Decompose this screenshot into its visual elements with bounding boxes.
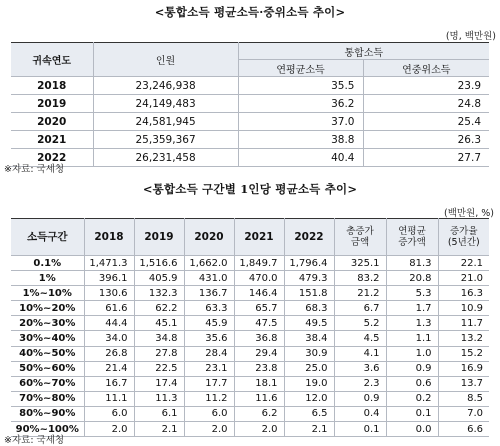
2021-cell: 11.6 [234,391,284,406]
year-cell: 2020 [11,113,93,131]
bracket-cell: 40%~50% [11,346,84,361]
header-2020: 2020 [184,219,234,256]
header-total-increase-line1: 총증가 [346,226,374,237]
2021-cell: 29.4 [234,346,284,361]
2021-cell: 470.0 [234,271,284,286]
bracket-cell: 80%~90% [11,406,84,421]
2018-cell: 26.8 [84,346,134,361]
table-row [11,271,489,286]
2019-cell: 45.1 [134,316,184,331]
median-income-cell: 25.4 [363,113,489,131]
2018-cell: 130.6 [84,286,134,301]
total-increase-cell: 2.3 [334,376,386,391]
2021-cell: 65.7 [234,301,284,316]
header-2022: 2022 [284,219,334,256]
bracket-cell: 90%~100% [11,422,84,437]
table-row [11,316,489,331]
2020-cell: 28.4 [184,346,234,361]
2022-cell: 25.0 [284,361,334,376]
2022-cell: 2.1 [284,422,334,437]
growth-rate-cell: 11.7 [438,316,489,331]
table-row [11,77,489,95]
growth-rate-cell: 13.2 [438,331,489,346]
table2-title: <통합소득 구간별 1인당 평균소득 추이> [142,182,358,196]
annual-increase-cell: 1.1 [386,331,438,346]
table-row [11,391,489,406]
header-bracket: 소득구간 [11,219,84,256]
2018-cell: 396.1 [84,271,134,286]
annual-increase-cell: 5.3 [386,286,438,301]
annual-increase-cell: 20.8 [386,271,438,286]
2022-cell: 479.3 [284,271,334,286]
2022-cell: 1,796.4 [284,256,334,271]
year-cell: 2018 [11,77,93,95]
2020-cell: 431.0 [184,271,234,286]
total-increase-cell: 4.5 [334,331,386,346]
2018-cell: 44.4 [84,316,134,331]
2020-cell: 11.2 [184,391,234,406]
average-income-cell: 40.4 [238,149,363,167]
2019-cell: 17.4 [134,376,184,391]
2021-cell: 146.4 [234,286,284,301]
2020-cell: 1,662.0 [184,256,234,271]
bracket-cell: 70%~80% [11,391,84,406]
2019-cell: 405.9 [134,271,184,286]
median-income-cell: 26.3 [363,131,489,149]
annual-increase-cell: 0.1 [386,406,438,421]
bracket-cell: 1% [11,271,84,286]
year-cell: 2022 [11,149,93,167]
2021-cell: 47.5 [234,316,284,331]
income-bracket-table [11,218,489,437]
table-row [11,376,489,391]
2018-cell: 6.0 [84,406,134,421]
bracket-cell: 1%~10% [11,286,84,301]
average-income-cell: 35.5 [238,77,363,95]
2019-cell: 22.5 [134,361,184,376]
2021-cell: 1,849.7 [234,256,284,271]
total-increase-cell: 83.2 [334,271,386,286]
total-increase-cell: 6.7 [334,301,386,316]
header-growth-rate-line1: 증가율 [449,226,478,237]
2019-cell: 1,516.6 [134,256,184,271]
table-row [11,286,489,301]
header-year: 귀속연도 [11,43,93,77]
table1-unit: (명, 백만원) [445,31,496,42]
year-cell: 2019 [11,95,93,113]
table-row [11,406,489,421]
total-increase-cell: 0.4 [334,406,386,421]
2021-cell: 6.2 [234,406,284,421]
growth-rate-cell: 6.6 [438,422,489,437]
bracket-cell: 50%~60% [11,361,84,376]
2019-cell: 34.8 [134,331,184,346]
header-total-increase-line2: 금액 [350,237,370,248]
annual-increase-cell: 0.9 [386,361,438,376]
table-row [11,301,489,316]
2020-cell: 6.0 [184,406,234,421]
year-cell: 2021 [11,131,93,149]
table-row [11,113,489,131]
total-increase-cell: 4.1 [334,346,386,361]
growth-rate-cell: 7.0 [438,406,489,421]
header-population: 인원 [93,43,238,77]
total-increase-cell: 325.1 [334,256,386,271]
bracket-cell: 0.1% [11,256,84,271]
total-increase-cell: 0.9 [334,391,386,406]
annual-increase-cell: 1.3 [386,316,438,331]
2020-cell: 136.7 [184,286,234,301]
bracket-cell: 30%~40% [11,331,84,346]
growth-rate-cell: 8.5 [438,391,489,406]
annual-increase-cell: 81.3 [386,256,438,271]
2021-cell: 23.8 [234,361,284,376]
header-2018: 2018 [84,219,134,256]
2022-cell: 30.9 [284,346,334,361]
2018-cell: 11.1 [84,391,134,406]
table1-title: <통합소득 평균소득·중위소득 추이> [154,5,346,19]
population-cell: 23,246,938 [93,77,238,95]
2018-cell: 21.4 [84,361,134,376]
2022-cell: 49.5 [284,316,334,331]
header-total-increase [334,219,386,256]
total-increase-cell: 0.1 [334,422,386,437]
growth-rate-cell: 16.9 [438,361,489,376]
header-growth-rate [438,219,489,256]
2020-cell: 45.9 [184,316,234,331]
header-annual-increase-line2: 증가액 [398,237,426,248]
bracket-cell: 10%~20% [11,301,84,316]
table-row [11,361,489,376]
total-increase-cell: 3.6 [334,361,386,376]
table2-source: ※자료: 국세청 [4,435,65,446]
population-cell: 26,231,458 [93,149,238,167]
header-combined-income: 통합소득 [238,43,489,60]
2018-cell: 16.7 [84,376,134,391]
2020-cell: 17.7 [184,376,234,391]
header-annual-increase-line1: 연평균 [398,226,426,237]
growth-rate-cell: 22.1 [438,256,489,271]
2021-cell: 36.8 [234,331,284,346]
annual-increase-cell: 0.2 [386,391,438,406]
2019-cell: 62.2 [134,301,184,316]
median-income-cell: 27.7 [363,149,489,167]
table-row [11,95,489,113]
total-increase-cell: 5.2 [334,316,386,331]
median-income-cell: 24.8 [363,95,489,113]
2020-cell: 23.1 [184,361,234,376]
table-row [11,149,489,167]
average-income-cell: 36.2 [238,95,363,113]
2019-cell: 11.3 [134,391,184,406]
header-average-income: 연평균소득 [238,60,363,77]
2022-cell: 38.4 [284,331,334,346]
annual-increase-cell: 0.0 [386,422,438,437]
2020-cell: 63.3 [184,301,234,316]
2022-cell: 68.3 [284,301,334,316]
2022-cell: 12.0 [284,391,334,406]
2018-cell: 61.6 [84,301,134,316]
2018-cell: 2.0 [84,422,134,437]
annual-increase-cell: 0.6 [386,376,438,391]
2022-cell: 19.0 [284,376,334,391]
annual-increase-cell: 1.7 [386,301,438,316]
table-row [11,331,489,346]
2019-cell: 6.1 [134,406,184,421]
2020-cell: 2.0 [184,422,234,437]
2022-cell: 151.8 [284,286,334,301]
table-row [11,256,489,271]
table2-unit: (백만원, %) [443,208,494,219]
growth-rate-cell: 15.2 [438,346,489,361]
population-cell: 24,581,945 [93,113,238,131]
2018-cell: 34.0 [84,331,134,346]
table-row [11,346,489,361]
population-cell: 24,149,483 [93,95,238,113]
population-cell: 25,359,367 [93,131,238,149]
growth-rate-cell: 21.0 [438,271,489,286]
average-income-cell: 38.8 [238,131,363,149]
header-median-income: 연중위소득 [363,60,489,77]
annual-increase-cell: 1.0 [386,346,438,361]
header-2021: 2021 [234,219,284,256]
table1-source: ※자료: 국세청 [4,164,65,175]
bracket-cell: 20%~30% [11,316,84,331]
growth-rate-cell: 13.7 [438,376,489,391]
2019-cell: 27.8 [134,346,184,361]
growth-rate-cell: 16.3 [438,286,489,301]
2021-cell: 18.1 [234,376,284,391]
income-average-median-table [11,42,489,167]
growth-rate-cell: 10.9 [438,301,489,316]
2019-cell: 132.3 [134,286,184,301]
median-income-cell: 23.9 [363,77,489,95]
header-growth-rate-line2: (5년간) [447,237,480,248]
table-row [11,131,489,149]
table-row [11,422,489,437]
2018-cell: 1,471.3 [84,256,134,271]
total-increase-cell: 21.2 [334,286,386,301]
2022-cell: 6.5 [284,406,334,421]
2021-cell: 2.0 [234,422,284,437]
header-2019: 2019 [134,219,184,256]
average-income-cell: 37.0 [238,113,363,131]
bracket-cell: 60%~70% [11,376,84,391]
2020-cell: 35.6 [184,331,234,346]
2019-cell: 2.1 [134,422,184,437]
header-annual-increase [386,219,438,256]
